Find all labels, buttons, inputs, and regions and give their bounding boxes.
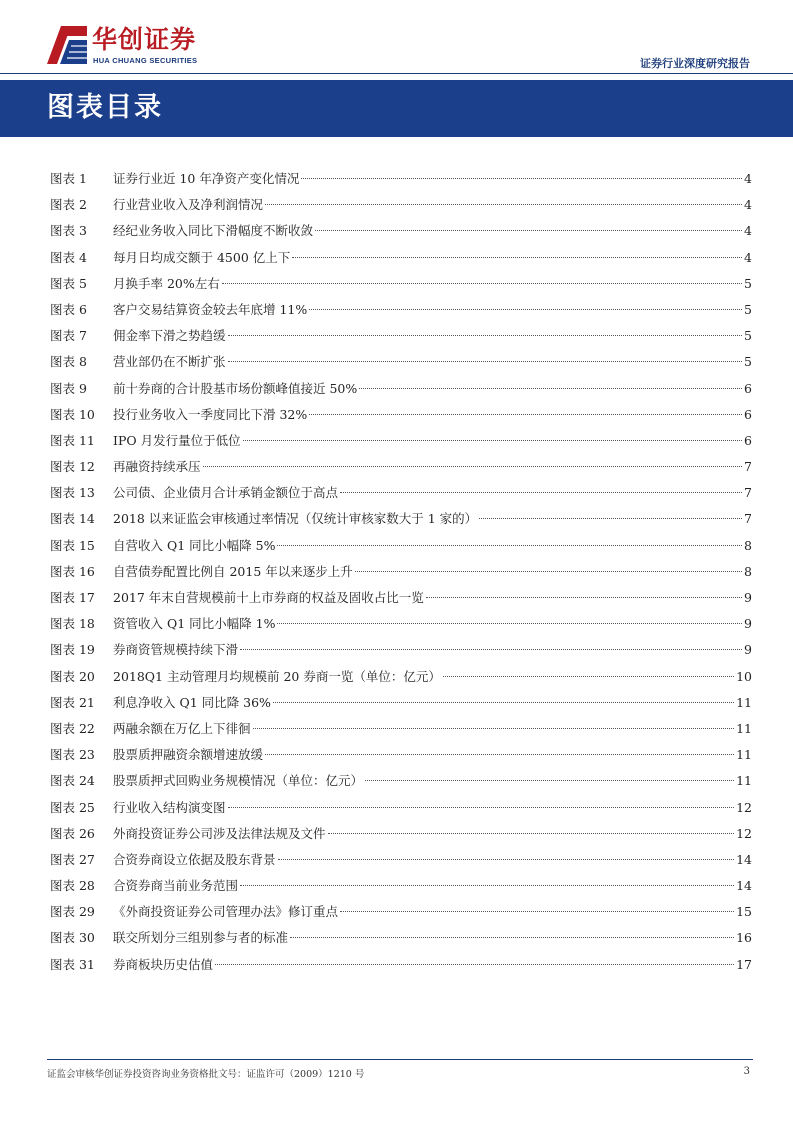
toc-entry-leader (278, 859, 735, 860)
toc-entry-leader (309, 309, 742, 310)
toc-entry-leader (265, 204, 742, 205)
toc-entry-label: 图表 6 (50, 301, 87, 317)
toc-entry-leader (228, 335, 743, 336)
toc-entry[interactable] (50, 454, 752, 480)
logo-english-name: HUA CHUANG SECURITIES (93, 56, 198, 65)
toc-entry-label: 图表 29 (50, 904, 95, 920)
toc-entry-text: 2018Q1 主动管理月均规模前 20 券商一览（单位：亿元） (113, 668, 441, 684)
toc-entry[interactable] (50, 297, 752, 323)
toc-entry-label: 图表 28 (50, 878, 95, 894)
toc-entry-page: 12 (736, 825, 752, 841)
toc-entry-text: 2018 以来证监会审核通过率情况（仅统计审核家数大于 1 家的） (113, 511, 478, 527)
toc-entry-text: 公司债、企业债月合计承销金额位于高点 (113, 485, 339, 501)
toc-entry-label: 图表 10 (50, 406, 95, 422)
toc-entry-leader (426, 597, 742, 598)
toc-entry[interactable] (50, 428, 752, 454)
toc-entry-label: 图表 1 (50, 171, 87, 186)
toc-entry-page: 11 (736, 773, 752, 789)
toc-entry-page: 9 (744, 590, 752, 605)
toc-entry[interactable] (50, 349, 752, 375)
toc-entry-text: 月换手率 20%左右 (113, 275, 220, 291)
toc-entry[interactable] (50, 323, 752, 349)
toc-entry-page: 11 (736, 694, 752, 710)
toc-entry-label: 图表 2 (50, 197, 87, 213)
toc-entry-text: 行业收入结构演变图 (113, 799, 226, 815)
toc-entry-leader (215, 964, 734, 965)
toc-entry[interactable] (50, 873, 752, 899)
toc-entry-label: 图表 15 (50, 537, 95, 553)
toc-entry-leader (328, 833, 735, 834)
toc-entry-text: 券商板块历史估值 (113, 956, 214, 972)
toc-entry-leader (253, 728, 735, 729)
toc-entry[interactable] (50, 664, 752, 690)
toc-entry-label: 图表 22 (50, 720, 95, 736)
toc-entry-text: 每月日均成交额于 4500 亿上下 (113, 249, 291, 265)
toc-entry-page: 5 (744, 328, 752, 344)
toc-entry-leader (315, 230, 742, 231)
toc-entry-label: 图表 12 (50, 459, 95, 475)
toc-entry-text: 联交所划分三组别参与者的标准 (113, 930, 289, 946)
logo-chinese-name: 华创证券 (92, 25, 197, 54)
toc-entry-page: 5 (744, 354, 752, 370)
toc-entry[interactable] (50, 506, 752, 532)
page-title: 图表目录 (47, 92, 163, 123)
toc-entry-text: 资管收入 Q1 同比小幅降 1% (113, 616, 276, 632)
toc-entry-label: 图表 13 (50, 485, 95, 501)
toc-entry-label: 图表 26 (50, 825, 95, 841)
toc-entry-text: 合资券商当前业务范围 (113, 878, 239, 894)
toc-entry[interactable] (50, 768, 752, 794)
page-header (0, 0, 793, 80)
toc-entry-text: 证券行业近 10 年净资产变化情况 (113, 171, 300, 186)
toc-entry-leader (340, 492, 742, 493)
toc-entry-leader (228, 361, 743, 362)
toc-entry-leader (222, 283, 742, 284)
footer-divider (47, 1059, 753, 1060)
toc-entry-leader (365, 780, 734, 781)
toc-entry-page: 8 (744, 563, 752, 579)
toc-entry[interactable] (50, 245, 752, 271)
toc-entry[interactable] (50, 899, 752, 925)
toc-entry-page: 15 (736, 904, 752, 920)
toc-entry-leader (240, 649, 742, 650)
toc-entry-label: 图表 14 (50, 511, 95, 527)
toc-entry[interactable] (50, 559, 752, 585)
toc-entry-text: 《外商投资证券公司管理办法》修订重点 (113, 904, 339, 920)
toc-entry[interactable] (50, 795, 752, 821)
toc-entry[interactable] (50, 742, 752, 768)
toc-entry-leader (290, 937, 734, 938)
toc-entry-label: 图表 7 (50, 328, 87, 344)
toc-entry[interactable] (50, 166, 752, 192)
toc-entry-leader (309, 414, 742, 415)
toc-entry-page: 6 (744, 380, 752, 396)
toc-entry-label: 图表 3 (50, 223, 87, 239)
toc-entry-text: 经纪业务收入同比下滑幅度不断收敛 (113, 223, 314, 239)
toc-entry-leader (479, 518, 742, 519)
toc-entry-leader (443, 676, 734, 677)
toc-entry-leader (292, 257, 742, 258)
toc-entry-page: 7 (744, 511, 752, 527)
toc-entry-page: 9 (744, 642, 752, 658)
toc-entry[interactable] (50, 376, 752, 402)
toc-entry-label: 图表 19 (50, 642, 95, 658)
toc-entry-label: 图表 30 (50, 930, 95, 946)
toc-entry[interactable] (50, 690, 752, 716)
toc-entry[interactable] (50, 821, 752, 847)
toc-entry-label: 图表 11 (50, 432, 95, 448)
toc-entry-text: 合资券商设立依据及股东背景 (113, 851, 276, 867)
toc-entry-leader (240, 885, 734, 886)
toc-entry[interactable] (50, 925, 752, 951)
toc-entry-text: 股票质押式回购业务规模情况（单位：亿元） (113, 773, 364, 789)
toc-entry-leader (359, 388, 742, 389)
toc-entry[interactable] (50, 218, 752, 244)
toc-entry-label: 图表 27 (50, 851, 95, 867)
toc-entry[interactable] (50, 637, 752, 663)
toc-entry-text: 外商投资证券公司涉及法律法规及文件 (113, 825, 326, 841)
toc-entry-label: 图表 16 (50, 563, 95, 579)
toc-entry-page: 4 (744, 223, 752, 239)
toc-entry-page: 5 (744, 275, 752, 291)
toc-entry-leader (340, 911, 734, 912)
toc-entry-page: 11 (736, 747, 752, 763)
toc-entry-leader (355, 571, 742, 572)
toc-entry-label: 图表 4 (50, 249, 87, 265)
toc-entry-page: 4 (744, 249, 752, 265)
toc-entry-text: 投行业务收入一季度同比下滑 32% (113, 406, 308, 422)
toc-entry-text: 客户交易结算资金较去年底增 11% (113, 301, 308, 317)
toc-entry-page: 6 (744, 406, 752, 422)
report-type: 证券行业深度研究报告 (640, 57, 750, 70)
toc-entry-leader (203, 466, 743, 467)
toc-entry-leader (277, 623, 742, 624)
toc-entry-page: 10 (736, 668, 752, 684)
toc-entry-page: 4 (744, 197, 752, 213)
toc-entry-leader (265, 754, 734, 755)
toc-entry-page: 12 (736, 799, 752, 815)
toc-entry-page: 14 (736, 878, 752, 894)
toc-entry[interactable] (50, 402, 752, 428)
toc-entry-page: 11 (736, 720, 752, 736)
toc-entry-page: 7 (744, 459, 752, 475)
toc-entry-text: 再融资持续承压 (113, 459, 201, 475)
toc-entry[interactable] (50, 847, 752, 873)
toc-entry-text: 股票质押融资余额增速放缓 (113, 747, 264, 763)
toc-entry[interactable] (50, 611, 752, 637)
toc-entry-text: 两融余额在万亿上下徘徊 (113, 720, 251, 736)
toc-entry-text: IPO 月发行量位于低位 (113, 432, 241, 448)
toc-entry-label: 图表 20 (50, 668, 95, 684)
toc-entry-page: 8 (744, 537, 752, 553)
toc-entry-page: 14 (736, 851, 752, 867)
toc-entry-label: 图表 24 (50, 773, 95, 789)
toc-entry-label: 图表 5 (50, 275, 87, 291)
toc-entry-label: 图表 31 (50, 956, 95, 972)
toc-entry-text: 前十券商的合计股基市场份额峰值接近 50% (113, 380, 358, 396)
toc-entry-text: 营业部仍在不断扩张 (113, 354, 226, 370)
footer-license: 证监会审核华创证券投资咨询业务资格批文号：证监许可（2009）1210 号 (47, 1069, 365, 1080)
toc-entry-label: 图表 17 (50, 590, 95, 605)
toc-entry[interactable] (50, 192, 752, 218)
page-number: 3 (743, 1066, 750, 1077)
toc-entry-label: 图表 18 (50, 616, 95, 632)
toc-entry-page: 9 (744, 616, 752, 632)
toc-entry-leader (273, 702, 734, 703)
header-divider (0, 73, 793, 74)
toc-entry-page: 5 (744, 301, 752, 317)
toc-entry[interactable] (50, 271, 752, 297)
toc-entry-text: 佣金率下滑之势趋缓 (113, 328, 226, 344)
toc-entry-text: 利息净收入 Q1 同比降 36% (113, 694, 271, 710)
toc-entry-leader (228, 807, 735, 808)
toc-entry-page: 4 (744, 171, 752, 186)
title-banner (0, 80, 793, 137)
toc-entry-leader (277, 545, 742, 546)
hua-chuang-logo-icon (47, 26, 87, 64)
toc-entry[interactable] (50, 716, 752, 742)
toc-entry-text: 行业营业收入及净利润情况 (113, 197, 264, 213)
figure-toc-list (50, 166, 752, 978)
toc-entry-label: 图表 9 (50, 380, 87, 396)
toc-entry[interactable] (50, 480, 752, 506)
toc-entry-leader (243, 440, 742, 441)
toc-entry-page: 6 (744, 432, 752, 448)
toc-entry-text: 2017 年末自营规模前十上市券商的权益及固收占比一览 (113, 590, 424, 605)
toc-entry-page: 7 (744, 485, 752, 501)
toc-entry-text: 自营收入 Q1 同比小幅降 5% (113, 537, 276, 553)
toc-entry[interactable] (50, 952, 752, 978)
toc-entry[interactable] (50, 533, 752, 559)
toc-entry-page: 16 (736, 930, 752, 946)
toc-entry-label: 图表 25 (50, 799, 95, 815)
toc-entry-text: 券商资管规模持续下滑 (113, 642, 239, 658)
toc-entry[interactable] (50, 585, 752, 611)
toc-entry-label: 图表 21 (50, 694, 95, 710)
toc-entry-label: 图表 8 (50, 354, 87, 370)
toc-entry-label: 图表 23 (50, 747, 95, 763)
toc-entry-leader (301, 178, 742, 179)
toc-entry-text: 自营债券配置比例自 2015 年以来逐步上升 (113, 563, 353, 579)
toc-entry-page: 17 (736, 956, 752, 972)
